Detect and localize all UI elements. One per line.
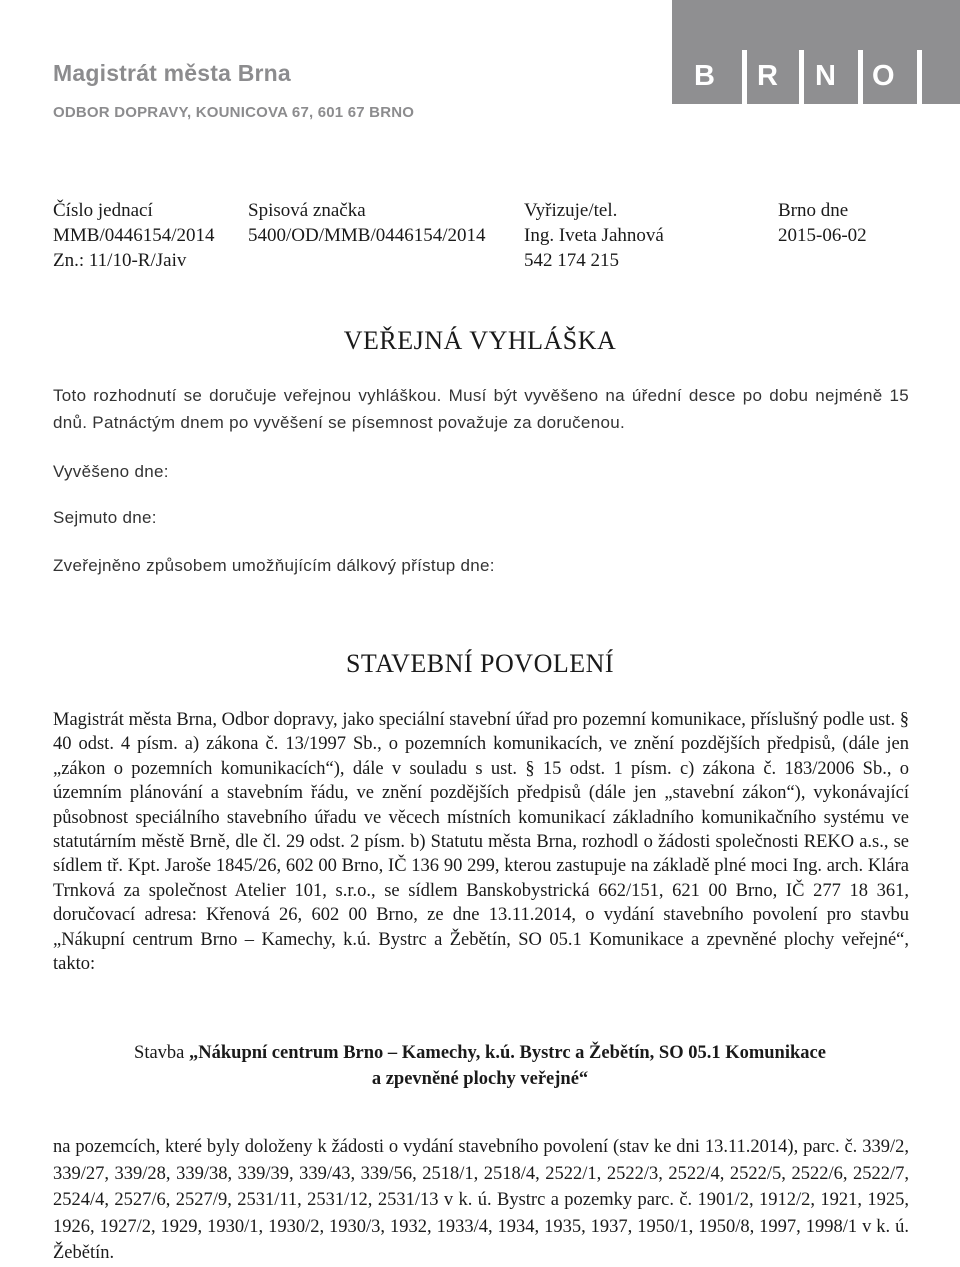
posted-date-label: Vyvěšeno dne: — [53, 462, 169, 481]
org-name: Magistrát města Brna — [53, 60, 291, 86]
logo-letter-b: B — [694, 60, 715, 92]
org-department: ODBOR DOPRAVY, KOUNICOVA 67, 601 67 BRNO — [53, 104, 415, 121]
header-text-area — [0, 0, 672, 104]
logo-bar — [858, 50, 863, 104]
meta-contact — [524, 198, 664, 273]
meta-date — [778, 198, 867, 248]
notice-text: Toto rozhodnutí se doručuje veřejnou vyhláškou. Musí být vyvěšeno na úřední desce po dobu nejméně 15 dnů. Patnáctým dnem po vyvěšení se písemnost považuje za doručenou. — [53, 386, 909, 432]
published-online-label: Zveřejněno způsobem umožňujícím dálkový přístup dne: — [53, 556, 495, 575]
construction-line-2 — [0, 1066, 960, 1092]
contact-name: Ing. Iveta Jahnová — [524, 225, 664, 246]
logo-letter-n: N — [815, 60, 836, 92]
construction-name — [0, 1040, 960, 1092]
reference-label: Číslo jednací — [53, 200, 153, 221]
date-label: Brno dne — [778, 200, 849, 221]
meta-file-mark — [248, 198, 486, 248]
construction-prefix: Stavba — [134, 1043, 185, 1063]
contact-label: Vyřizuje/tel. — [524, 200, 618, 221]
meta-reference — [53, 198, 215, 273]
parcels-paragraph: na pozemcích, které byly doloženy k žádosti o vydání stavebního povolení (stav ke dni 13.11.2014), parc. č. 339/2, 339/27, 339/28, 339/38, 339/39, 339/43, 339/56, 2518/1, 2518/4, 2522/1, 2522/3, 2522/4, 2522/5, 2522/6, 2522/7, 2524/4, 2527/6, 2527/9, 2531/11, 2531/12, 2531/13 v k. ú. Bystrc a pozemky parc. č. 1901/2, 1912/2, 1921, 1925, 1926, 1927/2, 1929, 1930/1, 1930/2, 1930/3, 1932, 1933/4, 1934, 1935, 1937, 1950/1, 1950/8, 1997, 1998/1 v k. ú. Žebětín. — [53, 1137, 909, 1263]
brno-logo — [672, 0, 960, 104]
file-mark-label: Spisová značka — [248, 200, 366, 221]
construction-title: „Nákupní centrum Brno – Kamechy, k.ú. Bystrc a Žebětín, SO 05.1 Komunikace — [189, 1043, 826, 1063]
contact-phone: 542 174 215 — [524, 250, 619, 271]
logo-bar — [917, 50, 922, 104]
removed-date-label: Sejmuto dne: — [53, 508, 157, 527]
logo-bar — [742, 50, 747, 104]
logo-letter-r: R — [757, 60, 778, 92]
logo-letter-o: O — [872, 60, 895, 92]
notice-title: VEŘEJNÁ VYHLÁŠKA — [343, 326, 617, 355]
file-mark: Zn.: 11/10-R/Jaiv — [53, 250, 187, 271]
logo-bar — [799, 50, 804, 104]
construction-title-cont: a zpevněné plochy veřejné“ — [371, 1069, 589, 1089]
construction-line-1 — [0, 1040, 960, 1066]
permit-paragraph: Magistrát města Brna, Odbor dopravy, jako speciální stavební úřad pro pozemní komunikace, příslušný podle ust. § 40 odst. 4 písm. a) zákona č. 13/1997 Sb., o pozemních komunikacích, ve znění pozdějších předpisů, (dále jen „zákon o pozemních komunikacích“), dále v souladu s ust. § 15 odst. 1 písm. c) zákona č. 183/2006 Sb., o územním plánování a stavebním řádu, ve znění pozdějších předpisů (dále jen „stavební zákon“), vykonávající působnost speciálního stavebního úřadu ve věcech místních komunikací základního komunikačního systému ve statutárním městě Brně, dle čl. 29 odst. 2 písm. b) Statutu města Brna, rozhodl o žádosti společnosti REKO a.s., se sídlem tř. Kpt. Jaroše 1845/26, 602 00 Brno, IČ 136 90 299, kterou zastupuje na základě plné moci Ing. arch. Klára Trnková za společnost Atelier 101, s.r.o., se sídlem Banskobystrická 662/151, 621 00 Brno, IČ 277 18 361, doručovací adresa: Křenová 26, 602 00 Brno, ze dne 13.11.2014, o vydání stavebního povolení pro stavbu „Nákupní centrum Brno – Kamechy, k.ú. Bystrc a Žebětín, SO 05.1 Komunikace a zpevněné plochy veřejné“, takto: — [53, 710, 909, 975]
reference-number: MMB/0446154/2014 — [53, 225, 215, 246]
file-mark-value: 5400/OD/MMB/0446154/2014 — [248, 225, 486, 246]
date-value: 2015-06-02 — [778, 225, 867, 246]
permit-title: STAVEBNÍ POVOLENÍ — [345, 649, 615, 678]
